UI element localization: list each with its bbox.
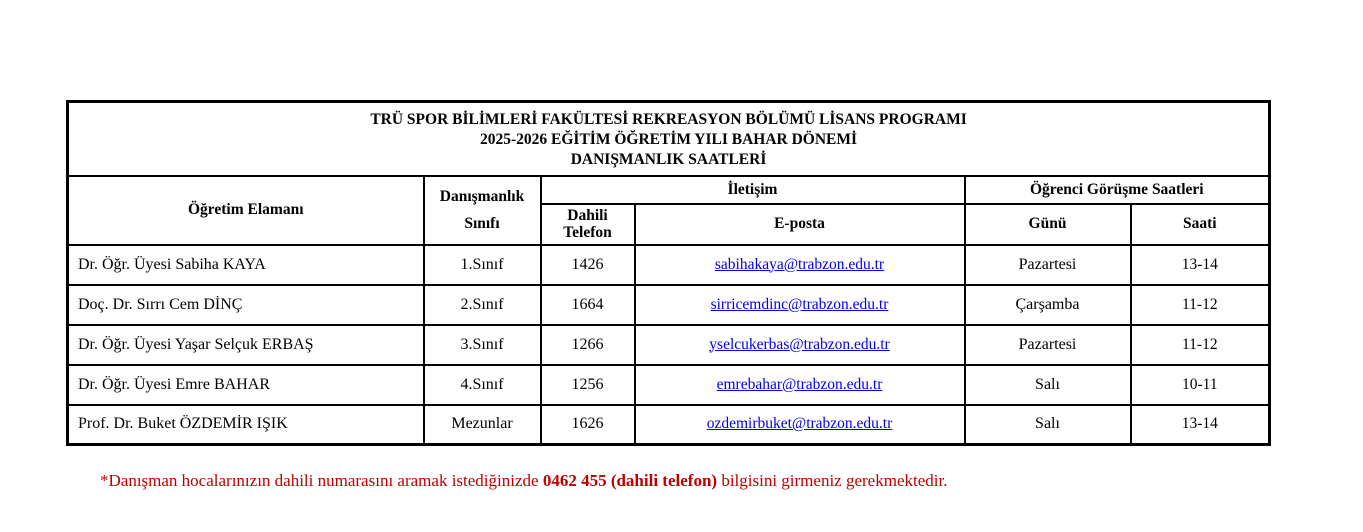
cell-instructor: Dr. Öğr. Üyesi Yaşar Selçuk ERBAŞ xyxy=(68,325,424,365)
header-internal-phone-line2: Telefon xyxy=(563,224,612,241)
cell-time: 13-14 xyxy=(1131,405,1270,445)
header-internal-phone-line1: Dahili xyxy=(567,207,608,224)
cell-phone: 1256 xyxy=(541,365,635,405)
table-title xyxy=(68,102,1270,176)
header-internal-phone xyxy=(541,204,635,245)
cell-class: 4.Sınıf xyxy=(424,365,541,405)
footnote-suffix: bilgisini girmeniz gerekmektedir. xyxy=(717,471,948,490)
table-row xyxy=(68,285,1270,325)
header-instructor: Öğretim Elamanı xyxy=(68,176,424,245)
cell-time: 11-12 xyxy=(1131,325,1270,365)
cell-phone: 1426 xyxy=(541,245,635,285)
cell-day: Salı xyxy=(965,405,1131,445)
cell-instructor: Dr. Öğr. Üyesi Sabiha KAYA xyxy=(68,245,424,285)
cell-time: 11-12 xyxy=(1131,285,1270,325)
cell-instructor: Doç. Dr. Sırrı Cem DİNÇ xyxy=(68,285,424,325)
table-row xyxy=(68,245,1270,285)
header-email: E-posta xyxy=(635,204,965,245)
advisory-schedule-table xyxy=(66,100,1271,446)
cell-class: 1.Sınıf xyxy=(424,245,541,285)
cell-class: 2.Sınıf xyxy=(424,285,541,325)
footnote-bold-phone: 0462 455 (dahili telefon) xyxy=(542,471,718,490)
email-link[interactable]: sirricemdinc@trabzon.edu.tr xyxy=(710,295,889,313)
cell-instructor: Prof. Dr. Buket ÖZDEMİR IŞIK xyxy=(68,405,424,445)
header-meeting-hours-group: Öğrenci Görüşme Saatleri xyxy=(965,176,1270,204)
table-row xyxy=(68,405,1270,445)
header-advisory-class-line1: Danışmanlık xyxy=(439,188,525,205)
header-advisory-class xyxy=(424,176,541,245)
cell-instructor: Dr. Öğr. Üyesi Emre BAHAR xyxy=(68,365,424,405)
cell-time: 10-11 xyxy=(1131,365,1270,405)
title-line-3: DANIŞMANLIK SAATLERİ xyxy=(570,150,767,168)
header-day: Günü xyxy=(965,204,1131,245)
table-row xyxy=(68,325,1270,365)
title-line-1: TRÜ SPOR BİLİMLERİ FAKÜLTESİ REKREASYON BÖLÜMÜ LİSANS PROGRAMI xyxy=(370,110,967,128)
cell-time: 13-14 xyxy=(1131,245,1270,285)
table-row xyxy=(68,365,1270,405)
cell-phone: 1664 xyxy=(541,285,635,325)
cell-day: Salı xyxy=(965,365,1131,405)
cell-phone: 1626 xyxy=(541,405,635,445)
title-line-2: 2025-2026 EĞİTİM ÖĞRETİM YILI BAHAR DÖNEMİ xyxy=(480,130,858,148)
cell-class: Mezunlar xyxy=(424,405,541,445)
cell-phone: 1266 xyxy=(541,325,635,365)
email-link[interactable]: ozdemirbuket@trabzon.edu.tr xyxy=(706,415,893,433)
cell-day: Pazartesi xyxy=(965,245,1131,285)
footnote-prefix: *Danışman hocalarınızın dahili numarasını aramak istediğinizde xyxy=(100,471,543,490)
cell-class: 3.Sınıf xyxy=(424,325,541,365)
cell-day: Pazartesi xyxy=(965,325,1131,365)
header-contact-group: İletişim xyxy=(541,176,965,204)
footnote xyxy=(100,470,947,492)
email-link[interactable]: sabihakaya@trabzon.edu.tr xyxy=(714,255,885,273)
email-link[interactable]: emrebahar@trabzon.edu.tr xyxy=(716,375,883,393)
email-link[interactable]: yselcukerbas@trabzon.edu.tr xyxy=(709,335,890,353)
header-advisory-class-line2: Sınıfı xyxy=(464,215,500,232)
cell-day: Çarşamba xyxy=(965,285,1131,325)
header-time: Saati xyxy=(1131,204,1270,245)
